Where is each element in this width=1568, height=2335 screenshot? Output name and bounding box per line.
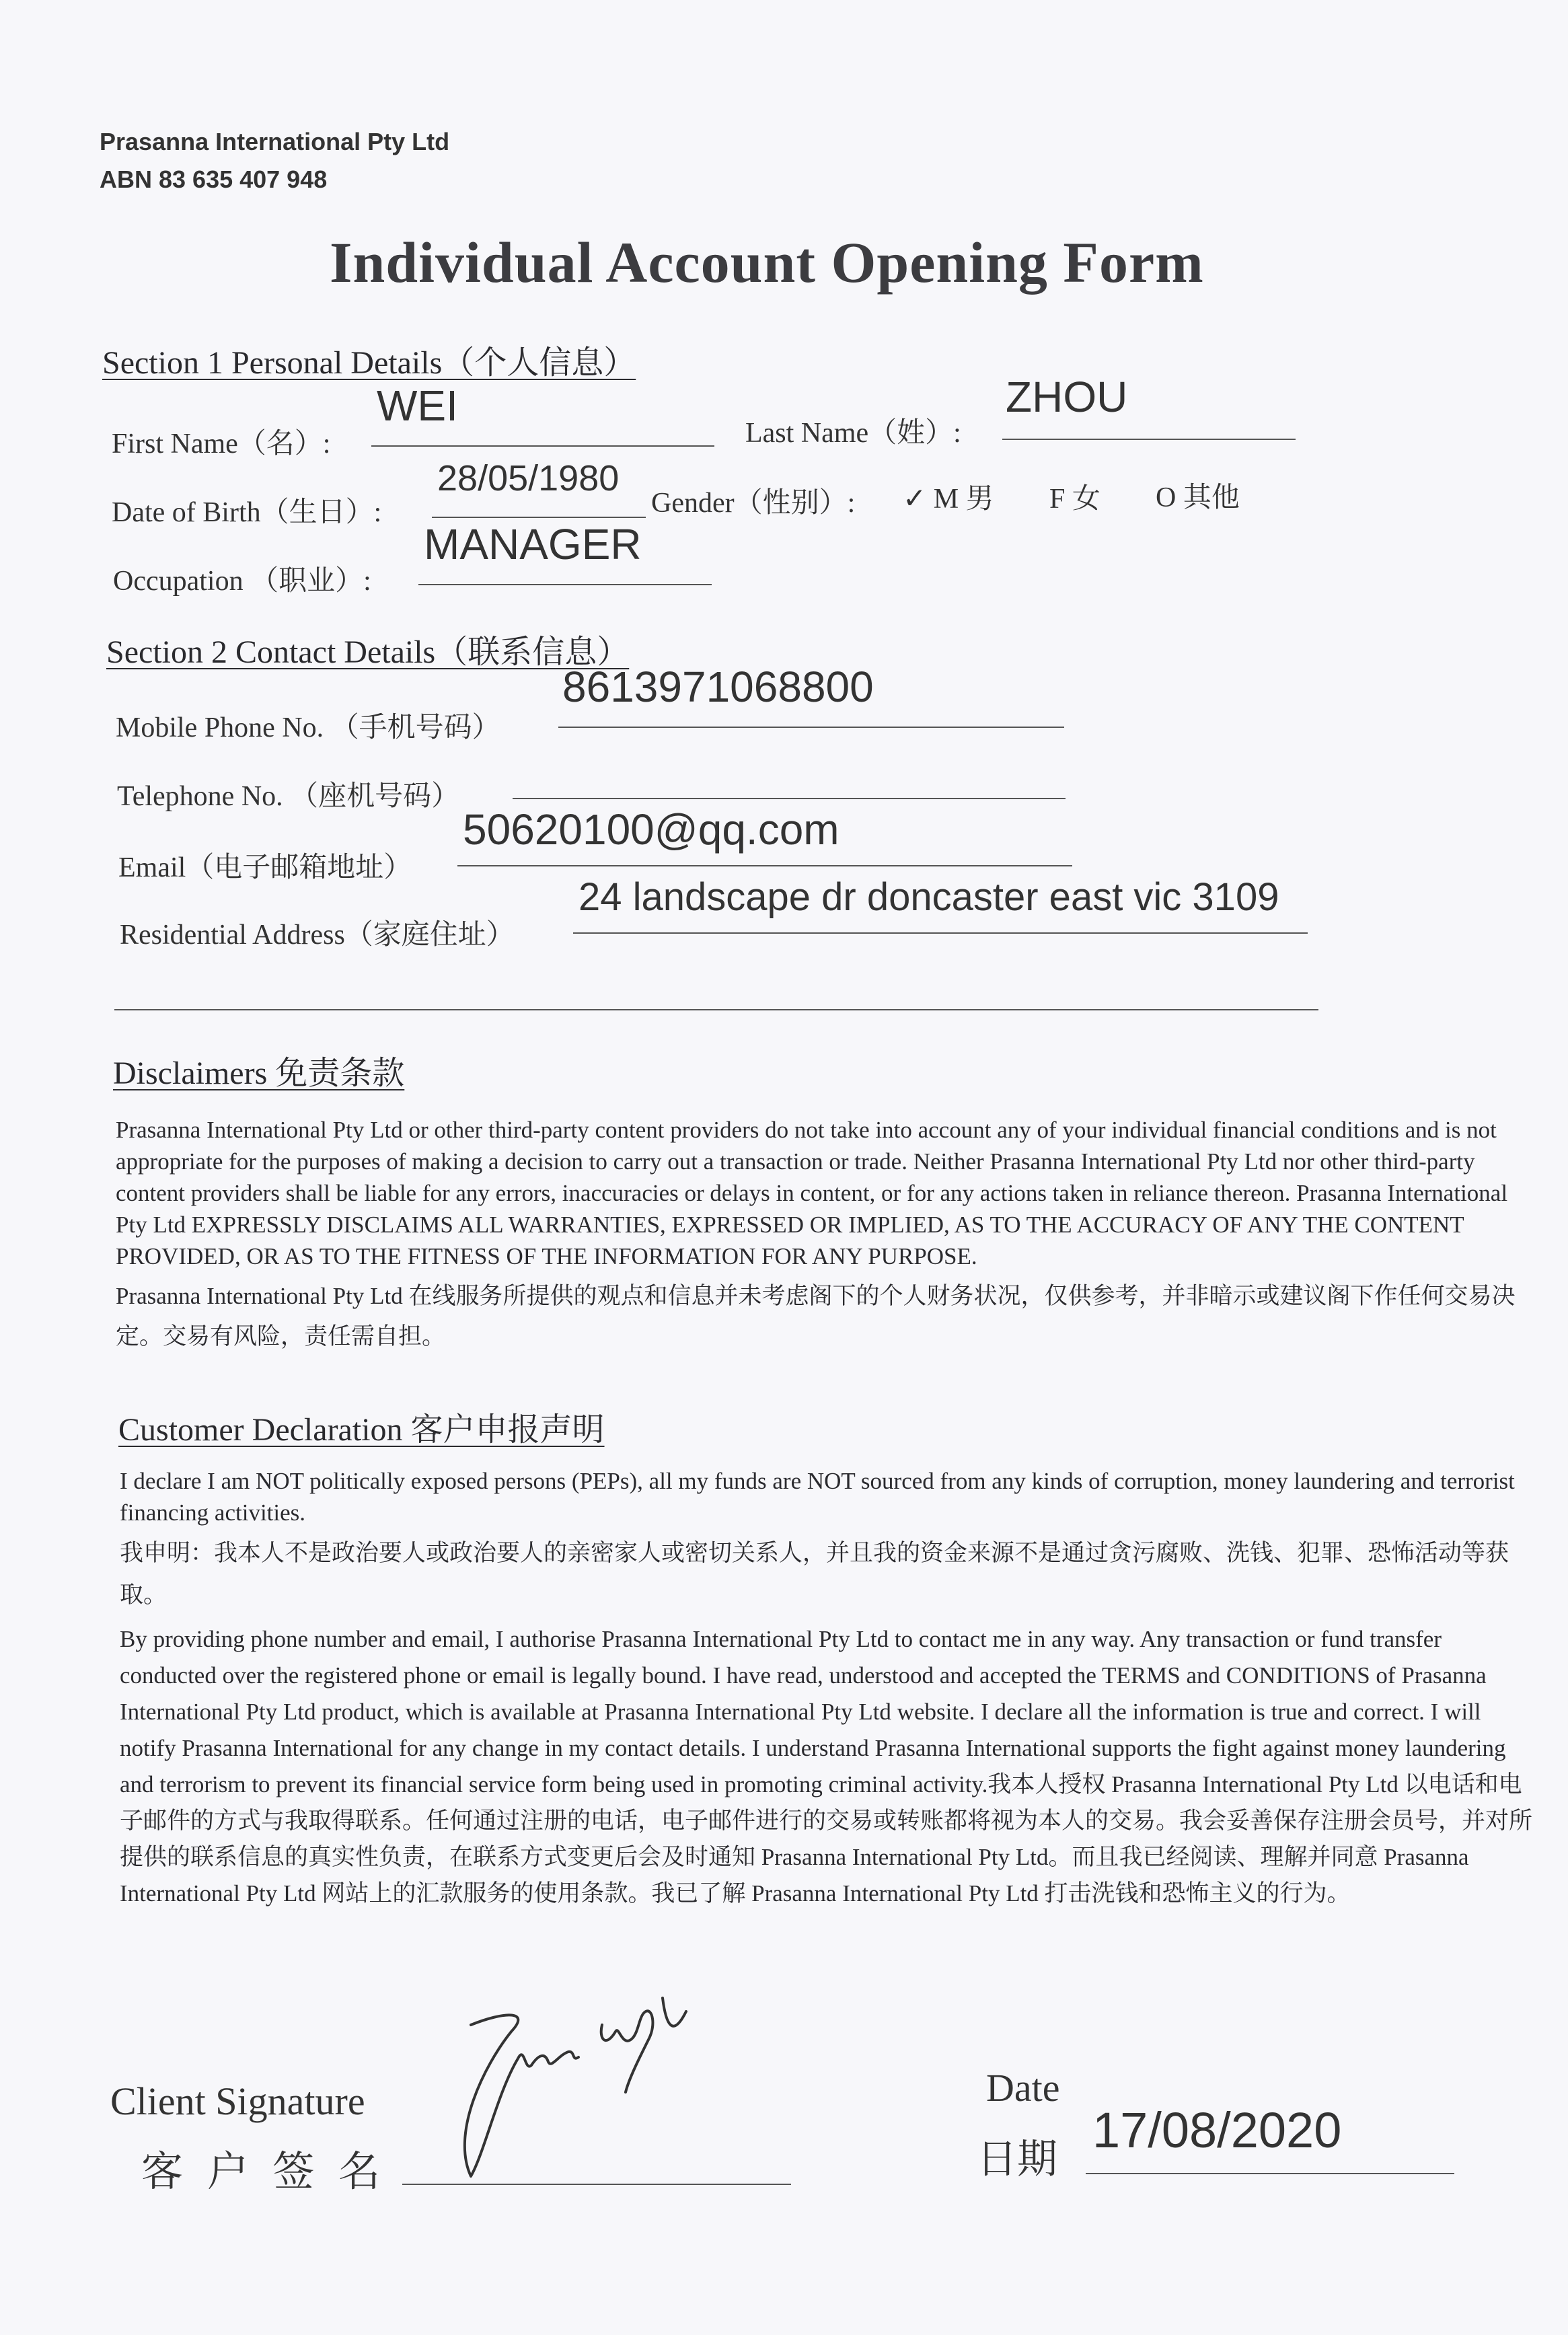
client-signature[interactable] (431, 1985, 740, 2190)
telephone-label: Telephone No. （座机号码） (117, 781, 460, 812)
date-line (1086, 2173, 1454, 2174)
declaration-pep-chinese: 我申明：我本人不是政治要人或政治要人的亲密家人或密切关系人，并且我的资金来源不是通过贪污腐败、洗钱、犯罪、恐怖活动等获取。 (120, 1540, 1509, 1608)
company-name: Prasanna International Pty Ltd (100, 128, 450, 155)
first-name-line (371, 445, 714, 447)
disclaimers-chinese: Prasanna International Pty Ltd 在线服务所提供的观点和信息并未考虑阁下的个人财务状况，仅供参考，并非暗示或建议阁下作任何交易决定。交易有风险，责任需自担。 (116, 1283, 1516, 1349)
mobile-label: Mobile Phone No. （手机号码） (116, 712, 500, 743)
form-title: Individual Account Opening Form (330, 230, 1204, 295)
first-name-label: First Name（名）: (112, 429, 331, 459)
declaration-pep-english: I declare I am NOT politically exposed persons (PEPs), all my funds are NOT sourced from any kinds of corruption, money laundering and terrorist financing activities. (120, 1468, 1515, 1526)
declaration-body (120, 1465, 1539, 1912)
occupation-value[interactable]: MANAGER (424, 520, 642, 568)
gender-option-f[interactable]: F 女 (1049, 484, 1100, 515)
signature-line (402, 2184, 791, 2185)
telephone-line (513, 798, 1066, 799)
mobile-line (558, 727, 1064, 728)
occupation-label: Occupation （职业）: (113, 566, 371, 597)
dob-value[interactable]: 28/05/1980 (437, 458, 620, 498)
first-name-value[interactable]: WEI (377, 381, 458, 430)
dob-label: Date of Birth（生日）: (112, 497, 382, 528)
email-value[interactable]: 50620100@qq.com (463, 805, 839, 854)
address-line (573, 932, 1308, 934)
email-label: Email（电子邮箱地址） (118, 852, 412, 883)
date-label: Date (986, 2066, 1060, 2110)
disclaimers-heading: Disclaimers 免责条款 (113, 1055, 405, 1091)
mobile-value[interactable]: 8613971068800 (562, 663, 874, 711)
email-line (457, 865, 1072, 866)
date-label-zh: 日期 (977, 2136, 1057, 2183)
section1-heading: Section 1 Personal Details（个人信息） (102, 345, 636, 381)
date-value[interactable]: 17/08/2020 (1092, 2102, 1342, 2158)
company-abn: ABN 83 635 407 948 (100, 165, 328, 193)
address-value[interactable]: 24 landscape dr doncaster east vic 3109 (578, 875, 1279, 919)
disclaimers-body (116, 1114, 1535, 1357)
signature-scribble (431, 1985, 740, 2186)
address-label: Residential Address（家庭住址） (120, 920, 515, 951)
declaration-heading: Customer Declaration 客户申报声明 (118, 1412, 605, 1448)
gender-option-m[interactable]: ✓ M 男 (903, 484, 994, 515)
disclaimers-english: Prasanna International Pty Ltd or other third-party content providers do not take into account any of your individual financial conditions and is not appropriate for the purposes of making a decision to carry out a transaction or trade. Neither Prasanna International Pty Ltd nor other third-party content providers shall be liable for any errors, inaccuracies or delays in content, or for any actions taken in reliance thereon. Prasanna International Pty Ltd EXPRESSLY DISCLAIMS ALL WARRANTIES, EXPRESSED OR IMPLIED, AS TO THE ACCURACY OF ANY THE CONTENT PROVIDED, OR AS TO THE FITNESS OF THE INFORMATION FOR ANY PURPOSE. (116, 1117, 1508, 1269)
section2-heading: Section 2 Contact Details（联系信息） (106, 634, 630, 670)
last-name-value[interactable]: ZHOU (1006, 373, 1128, 421)
last-name-line (1002, 439, 1296, 440)
address-line-2 (114, 1009, 1318, 1010)
last-name-label: Last Name（姓）: (745, 418, 961, 449)
dob-line (432, 517, 646, 518)
declaration-auth-text: By providing phone number and email, I authorise Prasanna International Pty Ltd to contact me in any way. Any transaction or fund transfer conducted over the registered phone or email is legally bound. I have read, understood and accepted the TERMS and CONDITIONS of Prasanna International Pty Ltd product, which is available at Prasanna International Pty Ltd website. I declare all the information is true and correct. I will notify Prasanna International for any change in my contact details. I understand Prasanna International supports the fight against money laundering and terrorism to prevent its financial service form being used in promoting criminal activity.我本人授权 Prasanna International Pty Ltd 以电话和电子邮件的方式与我取得联系。任何通过注册的电话，电子邮件进行的交易或转账都将视为本人的交易。我会妥善保存注册会员号，并对所提供的联系信息的真实性负责，在联系方式变更后会及时通知 Prasanna International Pty Ltd。而且我已经阅读、理解并同意 Prasanna International Pty Ltd 网站上的汇款服务的使用条款。我已了解 Prasanna International Pty Ltd 打击洗钱和恐怖主义的行为。 (120, 1626, 1533, 1906)
gender-label: Gender（性别）: (651, 488, 856, 519)
occupation-line (418, 584, 712, 585)
client-signature-label-zh: 客 户 签 名 (141, 2147, 386, 2196)
client-signature-label: Client Signature (110, 2079, 365, 2123)
gender-option-other[interactable]: O 其他 (1156, 482, 1240, 513)
